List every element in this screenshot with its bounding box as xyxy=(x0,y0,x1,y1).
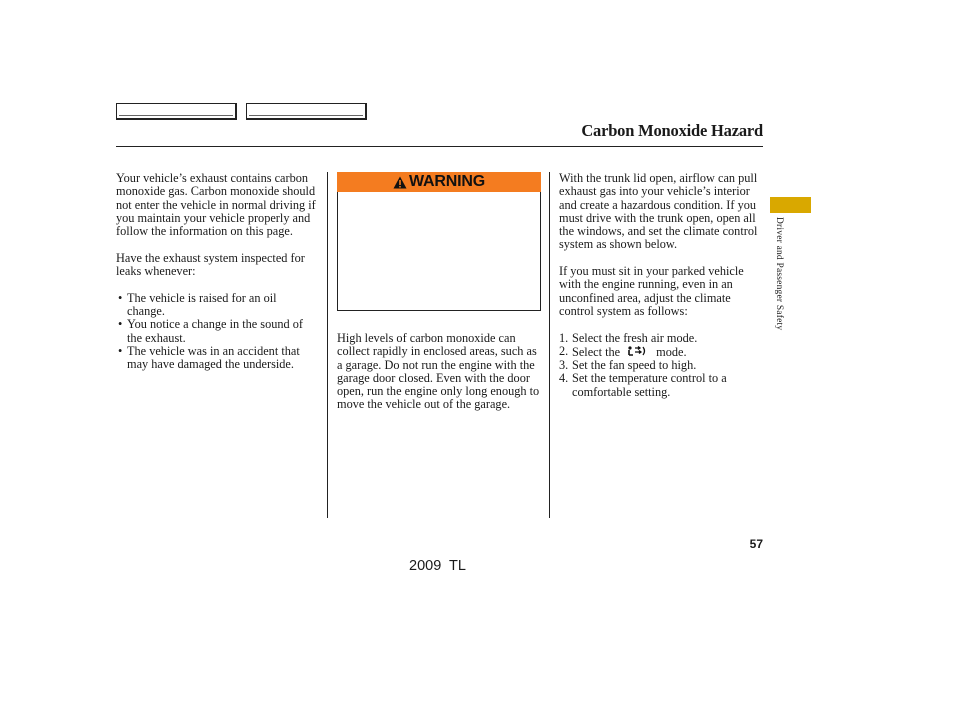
step-number: 2. xyxy=(559,343,569,358)
section-tab-label: Driver and Passenger Safety xyxy=(774,217,784,331)
middle-column xyxy=(337,332,543,425)
left-column xyxy=(116,172,316,371)
header-rule xyxy=(116,146,763,147)
trunk-paragraph: With the trunk lid open, airflow can pull exhaust gas into your vehicle’s interior and create a hazardous condition. If you must drive with the trunk open, open all the windows, and set the climate control system as shown below. xyxy=(559,171,758,252)
intro-paragraph: Your vehicle’s exhaust contains carbon monoxide gas. Carbon monoxide should not enter the vehicle in normal driving if you maintain your vehicle properly and follow the information on this page. xyxy=(116,171,316,239)
step-text: Set the fan speed to high. xyxy=(572,358,697,373)
previous-page-button[interactable] xyxy=(116,103,237,120)
vent-mode-icon xyxy=(626,345,648,357)
parked-paragraph: If you must sit in your parked vehicle with the engine running, even in an unconfined area, adjust the climate control system as follows: xyxy=(559,264,744,318)
step-text: Select the xyxy=(572,344,621,359)
step-number: 1. xyxy=(559,330,569,345)
climate-steps-list xyxy=(559,332,765,399)
column-divider xyxy=(327,172,328,518)
page-number: 57 xyxy=(749,537,763,551)
step-text: Set the temperature control to a comfortable setting. xyxy=(572,371,727,399)
list-item xyxy=(559,372,765,399)
list-item xyxy=(559,332,765,345)
list-item: • The vehicle is raised for an oil change. xyxy=(116,292,316,319)
list-item xyxy=(559,345,765,359)
garage-paragraph: High levels of carbon monoxide can collect rapidly in enclosed areas, such as a garage. Do not run the engine with the garage door closed. Even with the door open, run the engine only long enough to move the vehicle out of the garage. xyxy=(337,331,540,412)
warning-triangle-icon xyxy=(393,176,407,189)
inspect-paragraph: Have the exhaust system inspected for leaks whenever: xyxy=(116,250,305,279)
list-item xyxy=(559,359,765,372)
column-divider xyxy=(549,172,550,518)
step-text: Select the fresh air mode. xyxy=(572,330,698,345)
list-item: • The vehicle was in an accident that may have damaged the underside. xyxy=(116,345,316,372)
step-number: 4. xyxy=(559,371,569,386)
page-title: Carbon Monoxide Hazard xyxy=(581,121,763,140)
list-item: • You notice a change in the sound of the exhaust. xyxy=(116,318,316,345)
warning-box xyxy=(337,192,541,311)
warning-label: WARNING xyxy=(409,173,485,190)
step-text: mode. xyxy=(656,344,687,359)
step-number: 3. xyxy=(559,358,569,373)
next-page-button[interactable] xyxy=(246,103,367,120)
section-tab[interactable] xyxy=(770,197,811,213)
model-label: 2009 TL xyxy=(409,558,466,574)
warning-header xyxy=(337,172,541,192)
right-column xyxy=(559,172,765,399)
inspection-list xyxy=(116,292,316,372)
